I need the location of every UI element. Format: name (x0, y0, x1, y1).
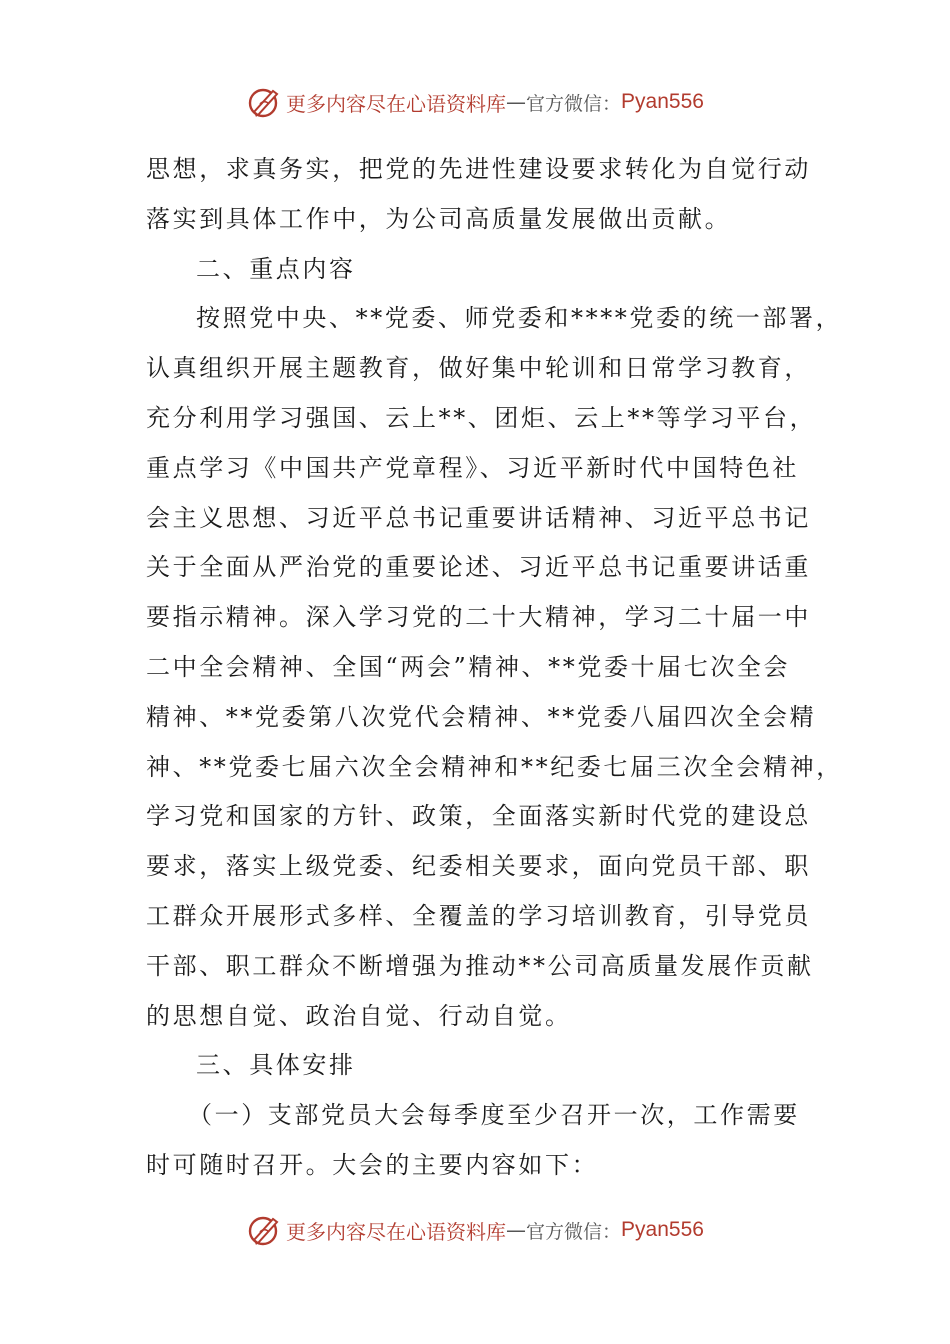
body-line: 充分利用学习强国、云上**、团炬、云上**等学习平台， (146, 403, 817, 432)
body-line: 按照党中央、**党委、师党委和****党委的统一部署， (196, 304, 843, 333)
watermark-wechat-label: 官方微信： (526, 92, 622, 115)
body-line: 会主义思想、习近平总书记重要讲话精神、习近平总书记 (146, 503, 811, 532)
watermark-wechat-label: 官方微信： (526, 1220, 622, 1243)
body-line: 干部、职工群众不断增强为推动**公司高质量发展作贡献 (146, 951, 814, 980)
body-line: 精神、**党委第八次党代会精神、**党委八届四次全会精 (146, 702, 817, 731)
body-line: 关于全面从严治党的重要论述、习近平总书记重要讲话重 (146, 553, 811, 582)
pen-logo-icon (246, 1212, 282, 1248)
body-line: 时可随时召开。大会的主要内容如下： (146, 1150, 599, 1179)
watermark-site-text: 更多内容尽在心语资料库 (286, 91, 507, 116)
body-line: 的思想自觉、政治自觉、行动自觉。 (146, 1001, 572, 1030)
watermark-banner-top (0, 82, 950, 122)
watermark-site-text: 更多内容尽在心语资料库 (286, 1219, 507, 1244)
body-line: 要指示精神。深入学习党的二十大精神，学习二十届一中 (146, 603, 811, 632)
watermark-wechat-id: Pyan556 (621, 1218, 704, 1241)
pen-logo-icon (246, 84, 282, 120)
watermark-banner-bottom (0, 1210, 950, 1250)
body-line: 要求，落实上级党委、纪委相关要求，面向党员干部、职 (146, 852, 811, 881)
body-line: 二中全会精神、全国“两会”精神、**党委十届七次全会 (146, 652, 791, 681)
body-line: 落实到具体工作中，为公司高质量发展做出贡献。 (146, 204, 732, 233)
body-line: 学习党和国家的方针、政策，全面落实新时代党的建设总 (146, 802, 811, 831)
body-line: （一）支部党员大会每季度至少召开一次，工作需要 (188, 1101, 800, 1130)
watermark-wechat-id: Pyan556 (621, 90, 704, 113)
section-heading: 三、具体安排 (196, 1051, 356, 1080)
body-line: 思想，求真务实，把党的先进性建设要求转化为自觉行动 (146, 155, 811, 183)
body-line: 认真组织开展主题教育，做好集中轮训和日常学习教育， (146, 354, 811, 383)
document-body (146, 145, 843, 1191)
body-line: 重点学习《中国共产党章程》、习近平新时代中国特色社 (146, 453, 799, 482)
body-line: 神、**党委七届六次全会精神和**纪委七届三次全会精神， (146, 752, 843, 781)
section-heading: 二、重点内容 (196, 254, 356, 283)
watermark-dash: — (506, 90, 527, 114)
body-line: 工群众开展形式多样、全覆盖的学习培训教育，引导党员 (146, 901, 811, 930)
watermark-dash: — (506, 1218, 527, 1242)
